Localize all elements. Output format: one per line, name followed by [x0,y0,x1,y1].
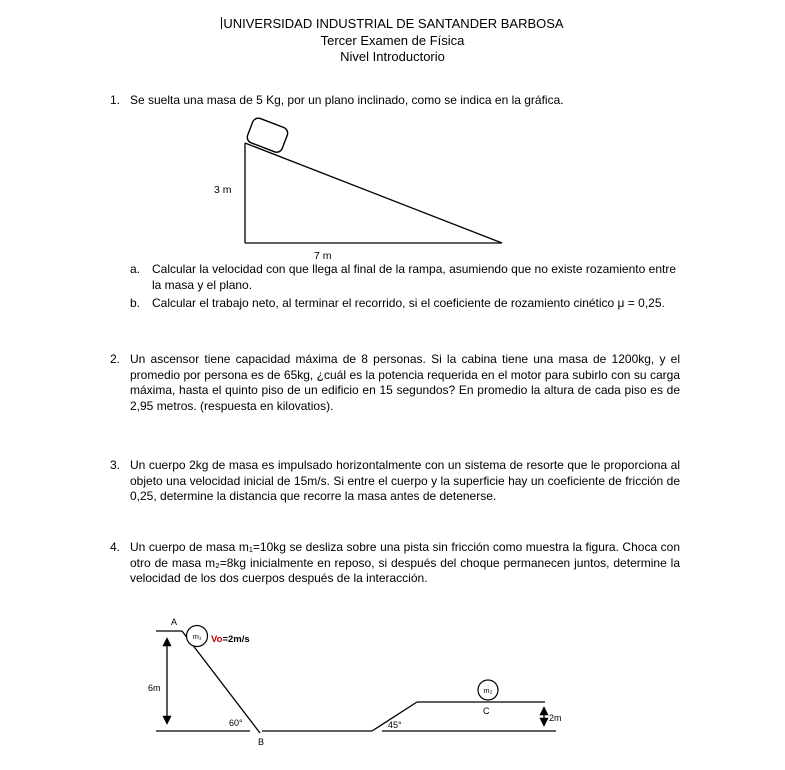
exam-title: Tercer Examen de Física [320,32,465,48]
problem-3-number: 3. [110,458,121,472]
angle-45-label: 45° [388,720,402,730]
problem-1-item-b [130,296,676,312]
step-height-label: 2m [549,713,562,723]
track-height-label: 6m [148,683,161,693]
problem-4-number: 4. [110,540,121,554]
problem-4 [110,540,680,587]
point-a-label: A [171,617,178,627]
exam-level: Nivel Introductorio [340,49,445,64]
height-label: 3 m [214,184,232,196]
track-figure [140,612,585,767]
item-a-label: a. [130,262,141,276]
v0-value: =2m/s [222,634,250,645]
base-label: 7 m [314,250,332,262]
problem-1-item-a [130,262,676,293]
point-b-label: B [258,737,265,747]
block-on-incline [246,116,290,154]
university-title: UNIVERSIDAD INDUSTRIAL DE SANTANDER BARBOSA [223,16,564,31]
problem-3-text: Un cuerpo 2kg de masa es impulsado horizontalmente con un sistema de resorte que le proporciona al objeto una velocidad inicial de 15m/s. Si entre el cuerpo y la superficie hay un coeficiente de fricción de 0,25, determine la distancia que recorre la masa antes de detenerse. [130,458,680,504]
problem-1 [110,93,680,109]
initial-velocity-label [211,634,250,645]
problem-1-number: 1. [110,93,121,107]
item-b-text: Calcular el trabajo neto, al terminar el recorrido, si el coeficiente de rozamiento cinético μ = 0,25. [152,296,665,310]
mass2-label: m₂ [483,686,493,695]
item-a-text: Calcular la velocidad con que llega al final de la rampa, asumiendo que no existe rozamiento entre la masa y el plano. [152,262,676,292]
v0-variable: Vo [211,634,223,645]
problem-3 [110,458,680,505]
problem-2-number: 2. [110,352,121,366]
problem-2-text: Un ascensor tiene capacidad máxima de 8 personas. Si la cabina tiene una masa de 1200kg, y el promedio por persona es de 65kg, ¿cuál es la potencia requerida en el motor para subirlo con su carga máxima, hasta el quinto piso de un edificio en 15 segundos? En promedio la altura de cada piso es de 2,95 metros. (respuesta en kilovatios). [130,352,680,413]
document-header [0,16,785,66]
angle-60-label: 60° [229,718,243,728]
mass1-label: m₁ [192,632,202,641]
problem-4-text: Un cuerpo de masa m₁=10kg se desliza sobre una pista sin fricción como muestra la figura. Choca con otro de masa m₂=8kg inicialmente en reposo, si después del choque permanecen juntos, determine la velocidad de los dos cuerpos después de la interacción. [130,540,680,586]
university-title-line [0,16,785,33]
inclined-plane-figure [198,112,518,264]
problem-2 [110,352,680,414]
item-b-label: b. [130,296,141,310]
problem-1-text: Se suelta una masa de 5 Kg, por un plano inclinado, como se indica en la gráfica. [130,93,564,107]
triangle-hypotenuse [245,143,502,243]
point-c-label: C [483,706,490,716]
